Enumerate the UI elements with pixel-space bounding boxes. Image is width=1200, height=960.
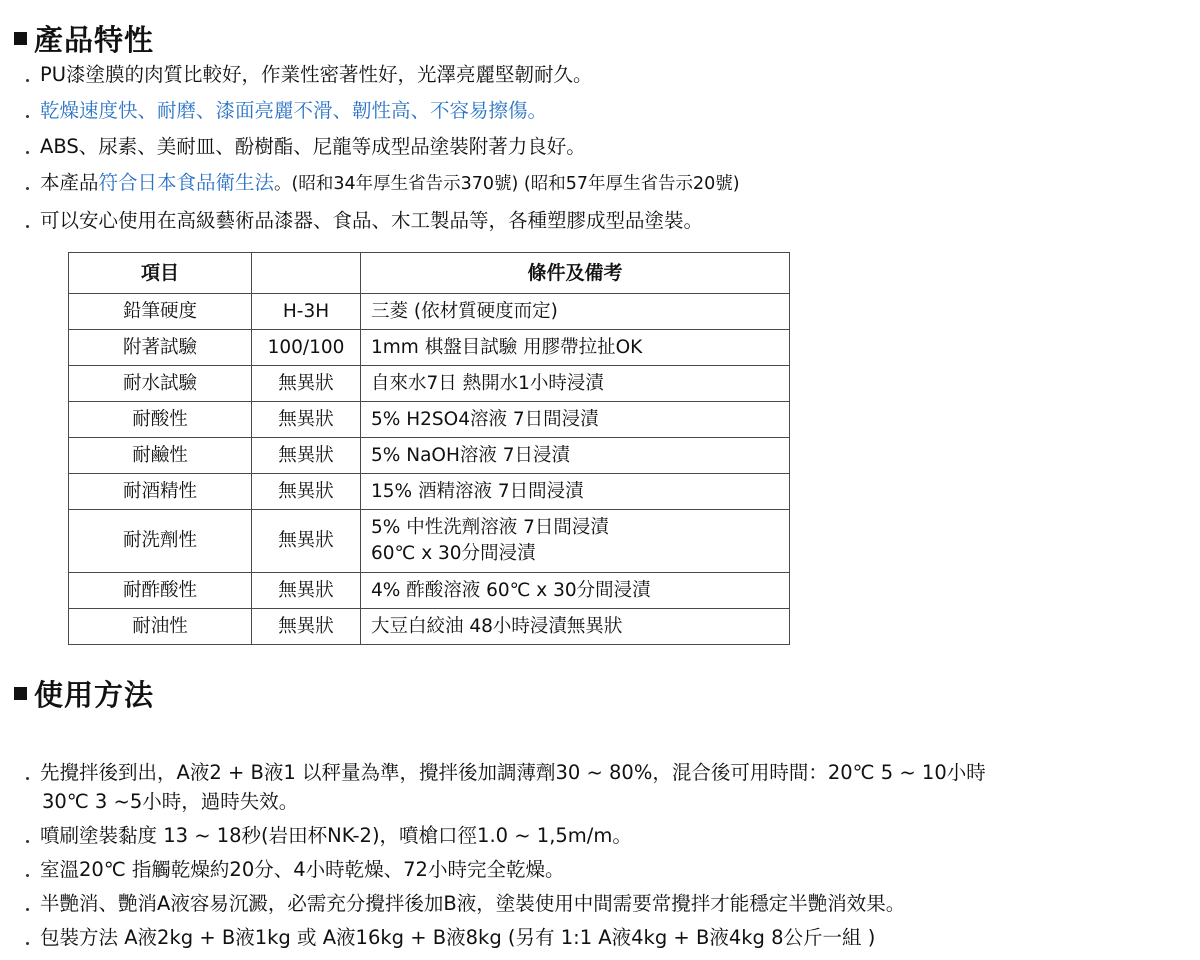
cell-item: 耐洗劑性 [69,510,252,573]
cell-value: 無異狀 [252,510,361,573]
cell-item: 鉛筆硬度 [69,294,252,330]
cell-remark: 4% 酢酸溶液 60℃ x 30分間浸漬 [361,573,790,609]
feature-text: PU漆塗膜的肉質比較好，作業性密著性好，光澤亮麗堅韌耐久。 [40,63,593,86]
list-item [14,758,1184,816]
feature-text: ABS、尿素、美耐皿、酚樹酯、尼龍等成型品塗裝附著力良好。 [40,135,586,158]
list-item [14,821,1184,850]
table-row [69,438,790,474]
table-row [69,474,790,510]
cell-remark-line2: 60℃ x 30分間浸漬 [371,543,536,564]
cell-remark: 大豆白絞油 48小時浸漬無異狀 [361,609,790,645]
section-heading-features-label: 產品特性 [34,23,155,57]
cell-remark: 三菱 (依材質硬度而定) [361,294,790,330]
list-item [14,168,1184,199]
section-heading-features [14,18,154,59]
list-item [14,923,1184,952]
cell-remark [361,510,790,573]
list-item [14,855,1184,884]
feature-text: 乾燥速度快、耐磨、漆面亮麗不滑、韌性高、不容易擦傷。 [40,99,548,122]
cell-item: 耐酢酸性 [69,573,252,609]
list-item [14,96,1184,125]
usage-text-line2: 30℃ 3 ~5小時，過時失效。 [42,790,299,813]
cell-remark-line1: 5% 中性洗劑溶液 7日間浸漬 [371,517,609,538]
feature-text: 可以安心使用在高級藝術品漆器、食品、木工製品等，各種塑膠成型品塗裝。 [40,209,704,232]
usage-text-line1: 半艷消、艷消A液容易沉澱，必需充分攪拌後加B液，塗裝使用中間需要常攪拌才能穩定半艷消效果。 [40,892,906,915]
feature-text-prefix: 本產品 [40,171,99,194]
list-item [14,889,1184,918]
list-item [14,132,1184,161]
table-row [69,510,790,573]
cell-item: 耐酸性 [69,402,252,438]
cell-value: 100/100 [252,330,361,366]
cell-item: 附著試驗 [69,330,252,366]
cell-item: 耐鹼性 [69,438,252,474]
usage-list [14,758,1184,957]
cell-item: 耐酒精性 [69,474,252,510]
table-row [69,294,790,330]
table-row [69,330,790,366]
cell-value: 無異狀 [252,366,361,402]
cell-value: H-3H [252,294,361,330]
table-row [69,573,790,609]
usage-text-line1: 噴刷塗裝黏度 13 ~ 18秒(岩田杯NK-2)，噴槍口徑1.0 ~ 1,5m/m。 [40,824,632,847]
square-bullet-icon [14,687,27,700]
cell-remark: 自來水7日 熱開水1小時浸漬 [361,366,790,402]
column-header-remark: 條件及備考 [361,253,790,294]
table-header-row [69,253,790,294]
cell-remark: 5% H2SO4溶液 7日間浸漬 [361,402,790,438]
table-row [69,402,790,438]
cell-value: 無異狀 [252,438,361,474]
cell-value: 無異狀 [252,609,361,645]
cell-remark: 1mm 棋盤目試驗 用膠帶拉扯OK [361,330,790,366]
table-row [69,609,790,645]
cell-remark: 5% NaOH溶液 7日浸漬 [361,438,790,474]
usage-text-line1: 先攪拌後到出，A液2 + B液1 以秤量為準，攪拌後加調薄劑30 ~ 80%，混合後可用時間：20℃ 5 ~ 10小時 [40,761,986,784]
feature-text-suffix: 。(昭和34年厚生省告示370號) (昭和57年厚生省告示20號) [274,174,740,194]
feature-text-highlight: 符合日本食品衛生法 [98,171,275,194]
column-header-value [252,253,361,294]
list-item [14,206,1184,235]
spec-table [68,252,790,645]
cell-item: 耐水試驗 [69,366,252,402]
cell-remark: 15% 酒精溶液 7日間浸漬 [361,474,790,510]
cell-value: 無異狀 [252,474,361,510]
column-header-item: 項目 [69,253,252,294]
square-bullet-icon [14,32,27,45]
cell-item: 耐油性 [69,609,252,645]
usage-text-line1: 室溫20℃ 指觸乾燥約20分、4小時乾燥、72小時完全乾燥。 [40,858,565,881]
spec-table-container [68,252,790,645]
list-item [14,60,1184,89]
section-heading-usage [14,673,154,714]
section-heading-usage-label: 使用方法 [34,678,155,712]
usage-text-line1: 包裝方法 A液2kg + B液1kg 或 A液16kg + B液8kg (另有 1:1 A液4kg + B液4kg 8公斤一組 ) [40,926,876,949]
cell-value: 無異狀 [252,573,361,609]
features-list [14,60,1184,242]
table-row [69,366,790,402]
cell-value: 無異狀 [252,402,361,438]
